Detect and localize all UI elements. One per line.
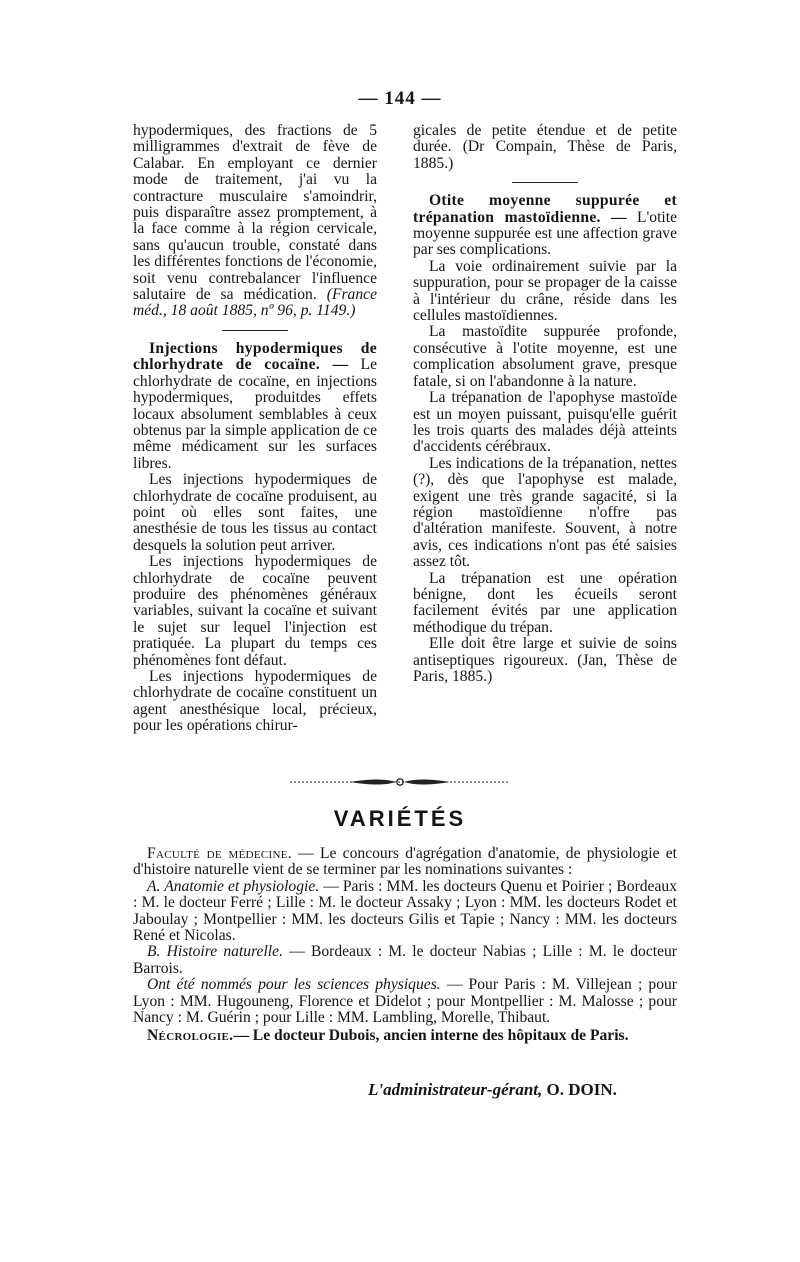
- left-paragraph-1-text: hypodermiques, des fractions de 5 milligrammes d'extrait de fève de Calabar. En employant ce dernier mode de traitement, j'ai vu la contracture musculaire s'amoindrir, puis disparaître assez promptement, à la face comme à la région cervicale, sans qu'aucun trouble, constaté dans les différentes fonctions de l'économie, soit venu contrebalancer l'influence salutaire de sa médication.: [133, 122, 377, 304]
- natural-history-text: — Bordeaux : M. le docteur Nabias ; Lille : M. le docteur Barrois.: [133, 943, 677, 977]
- cocaine-paragraph-2: Les injections hypodermiques de chlorhydrate de cocaïne produisent, au point où elles sont faites, une anesthésie de tous les tissus au contact desquels la solution peut arriver.: [133, 471, 377, 554]
- signature-role: L'administrateur-gérant,: [368, 1080, 543, 1099]
- cocaine-section: [133, 341, 377, 472]
- natural-history-label: B. Histoire naturelle.: [147, 943, 283, 961]
- varietes-heading: VARIÉTÉS: [333, 806, 467, 831]
- faculty-text: — Le concours d'agrégation d'anatomie, de physiologie et d'histoire naturelle vient de se terminer par les nominations suivantes :: [133, 845, 677, 879]
- otitis-section-title: Otite moyenne suppurée et trépanation mastoïdienne. —: [413, 192, 677, 226]
- faculty-paragraph: [133, 846, 677, 879]
- otitis-paragraph-6: La trépanation est une opération bénigne, dont les écueils seront facilement évités par une application méthodique du trépan.: [413, 569, 677, 636]
- cocaine-paragraph-4: Les injections hypodermiques de chlorhydrate de cocaïne constituent un agent anesthésique local, précieux, pour les opérations chirur-: [133, 668, 377, 735]
- otitis-paragraph-3: La mastoïdite suppurée profonde, consécutive à l'otite moyenne, est une complication absolument grave, presque fatale, si on l'abandonne à la nature.: [413, 323, 677, 390]
- left-column: [133, 123, 377, 735]
- varietes-body: [133, 846, 677, 1045]
- otitis-paragraph-4: La trépanation de l'apophyse mastoïde est un moyen puissant, puisqu'elle guérit les trois quarts des malades déjà atteints d'accidents cérébraux.: [413, 389, 677, 456]
- faculty-label: Faculté de médecine.: [147, 845, 292, 862]
- section-divider-right: [512, 182, 578, 183]
- necrology-label: Nécrologie.: [147, 1027, 234, 1045]
- right-paragraph-continuation: gicales de petite étendue et de petite durée. (Dr Compain, Thèse de Paris, 1885.): [413, 122, 677, 172]
- necrology-text: — Le docteur Dubois, ancien interne des hôpitaux de Paris.: [233, 1027, 629, 1045]
- otitis-paragraph-1: L'otite moyenne suppurée est une affection grave par ses complications.: [413, 208, 677, 259]
- anatomy-label: A. Anatomie et physiologie.: [147, 877, 320, 895]
- physics-label: Ont été nommés pour les sciences physiques.: [147, 976, 441, 994]
- otitis-section: [413, 193, 677, 259]
- otitis-paragraph-7: Elle doit être large et suivie de soins antiseptiques rigoureux. (Jan, Thèse de Paris, 1885.): [413, 635, 677, 685]
- physics-text: — Pour Paris : M. Villejean ; pour Lyon : MM. Hugouneng, Florence et Didelot ; pour Montpellier : M. Malosse ; pour Nancy : M. Guérin ; pour Lille : MM. Lambling, Morelle, Thibaut.: [133, 976, 678, 1027]
- cocaine-paragraph-1: Le chlorhydrate de cocaïne, en injections hypodermiques, produitdes effets locaux absolument semblables à ceux obtenus par la simple application de ce même médicament sur les surfaces libres.: [133, 356, 377, 472]
- anatomy-text: — Paris : MM. les docteurs Quenu et Poirier ; Bordeaux : M. le docteur Ferré ; Lille : M. le docteur Assaky ; Lyon : MM. les docteurs Rodet et Jaboulay ; Montpellier : MM. les docteurs Gilis et Tapie ; Nancy : MM. les docteurs René et Nicolas.: [133, 877, 677, 945]
- otitis-paragraph-5: Les indications de la trépanation, nettes (?), dès que l'apophyse est malade, exigent une très grande sagacité, si la région mastoïdienne n'offre pas d'altération manifeste. Souvent, à notre avis, ces indications n'ont pas été saisies assez tôt.: [413, 454, 677, 571]
- left-paragraph-1-reference: (France méd., 18 août 1885, nº 96, p. 1149.): [133, 286, 377, 320]
- physics-paragraph: [133, 977, 677, 1026]
- section-divider: [222, 330, 288, 331]
- necrology-paragraph: [133, 1028, 677, 1044]
- anatomy-paragraph: [133, 879, 677, 945]
- page-number: — 144 —: [358, 88, 442, 109]
- left-paragraph-1: [133, 123, 377, 320]
- cocaine-section-title: Injections hypodermiques de chlorhydrate de cocaïne. —: [133, 339, 377, 374]
- otitis-paragraph-2: La voie ordinairement suivie par la suppuration, pour se propager de la caisse à l'intérieur du crâne, réside dans les cellules mastoïdiennes.: [413, 257, 677, 325]
- cocaine-paragraph-3: Les injections hypodermiques de chlorhydrate de cocaïne peuvent produire des phénomènes généraux variables, suivant la cocaïne et suivant le sujet sur lequel l'injection est pratiquée. La plupart du temps ces phénomènes font défaut.: [133, 553, 377, 669]
- ornamental-separator: [270, 775, 530, 789]
- signature-name: O. DOIN.: [542, 1080, 617, 1099]
- signature: [368, 1080, 698, 1100]
- right-column: [413, 123, 677, 685]
- natural-history-paragraph: [133, 944, 677, 977]
